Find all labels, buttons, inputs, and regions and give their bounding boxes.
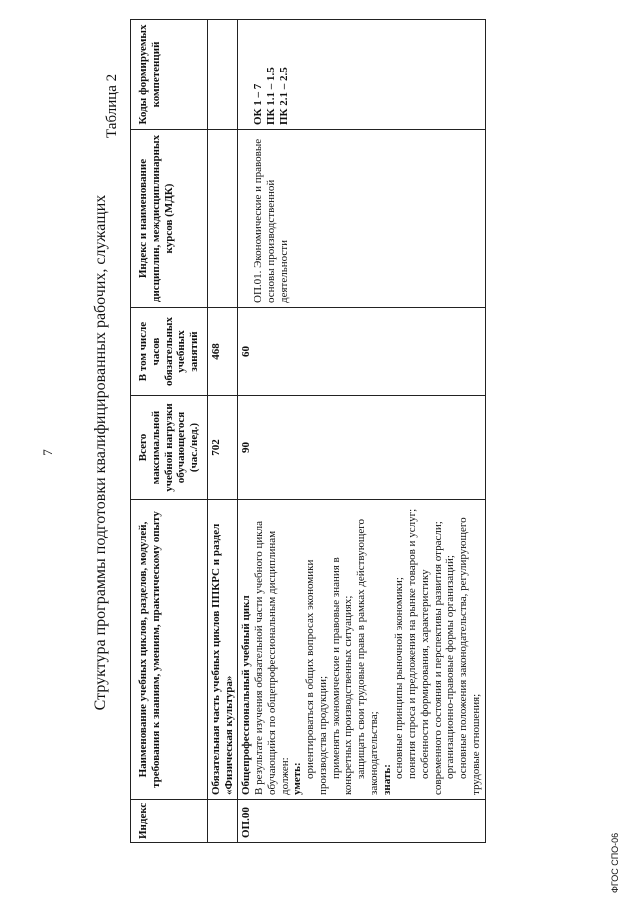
mandatory-part-hours: 468	[207, 308, 238, 396]
header-disciplines: Индекс и наименование дисциплин, междисциплинарных курсов (МДК)	[131, 130, 208, 308]
umet-item: ориентироваться в общих вопросах экономики производства продукции;	[304, 559, 329, 795]
op00-intro: В результате изучения обязательной части учебного цикла обучающийся по общепрофессиональным дисциплинам должен:	[253, 521, 291, 795]
footer-code: ФГОС СПО-06	[610, 832, 620, 893]
op00-max-load: 90	[238, 396, 485, 500]
document-title: Структура программы подготовки квалифицированных рабочих, служащих	[92, 194, 109, 711]
competency-code: ОК 1 – 7	[252, 83, 265, 125]
mandatory-part-max-load: 702	[207, 396, 238, 500]
op00-content	[238, 500, 485, 800]
table-label: Таблица 2	[104, 73, 120, 138]
op00-competencies	[238, 20, 485, 130]
umet-item: защищать свои трудовые права в рамках действующего законодательства;	[355, 518, 380, 795]
table-row	[238, 20, 485, 843]
header-row	[131, 20, 208, 843]
table-row	[207, 20, 238, 843]
op00-title: Общепрофессиональный учебный цикл	[240, 595, 253, 795]
header-name: Наименование учебных циклов, разделов, модулей, требования к знаниям, умениям, практическому опыту	[131, 500, 208, 800]
header-max-load: Всего максимальной учебной нагрузки обучающегося (час./нед.)	[131, 396, 208, 500]
header-index: Индекс	[131, 800, 208, 843]
umet-label: уметь:	[291, 762, 304, 795]
op00-discipline: ОП.01. Экономические и правовые основы производственной деятельности	[252, 138, 290, 303]
znat-item: основные положения законодательства, регулирующего трудовые отношения;	[457, 517, 482, 795]
znat-item: основные принципы рыночной экономики;	[393, 577, 406, 779]
page-number: 7	[40, 449, 55, 456]
umet-item: применять экономические и правовые знания в конкретных производственных ситуациях;	[329, 557, 355, 795]
op00-hours: 60	[238, 308, 485, 396]
op00-discipline-cell	[238, 130, 485, 308]
competency-code: ПК 2.1 – 2.5	[277, 67, 290, 125]
znat-label: знать:	[380, 764, 393, 795]
znat-item: организационно-правовые формы организаций;	[444, 555, 457, 779]
cell-empty	[207, 20, 238, 130]
cell-empty	[207, 800, 238, 843]
header-competencies: Коды формируемых компетенций	[131, 20, 208, 130]
op00-index: ОП.00	[238, 800, 485, 843]
mandatory-part-name: Обязательная часть учебных циклов ППКРС и раздел «Физическая культура»	[207, 500, 238, 800]
header-mandatory: В том числе часов обязательных учебных занятий	[131, 308, 208, 396]
competency-code: ПК 1.1 – 1.5	[265, 67, 277, 125]
znat-item: особенности формирования, характеристику современного состояния и перспективы развития отрасли;	[418, 521, 444, 795]
cell-empty	[207, 130, 238, 308]
znat-item: понятия спроса и предложения на рынке товаров и услуг;	[406, 508, 418, 779]
structure-table	[130, 19, 486, 843]
